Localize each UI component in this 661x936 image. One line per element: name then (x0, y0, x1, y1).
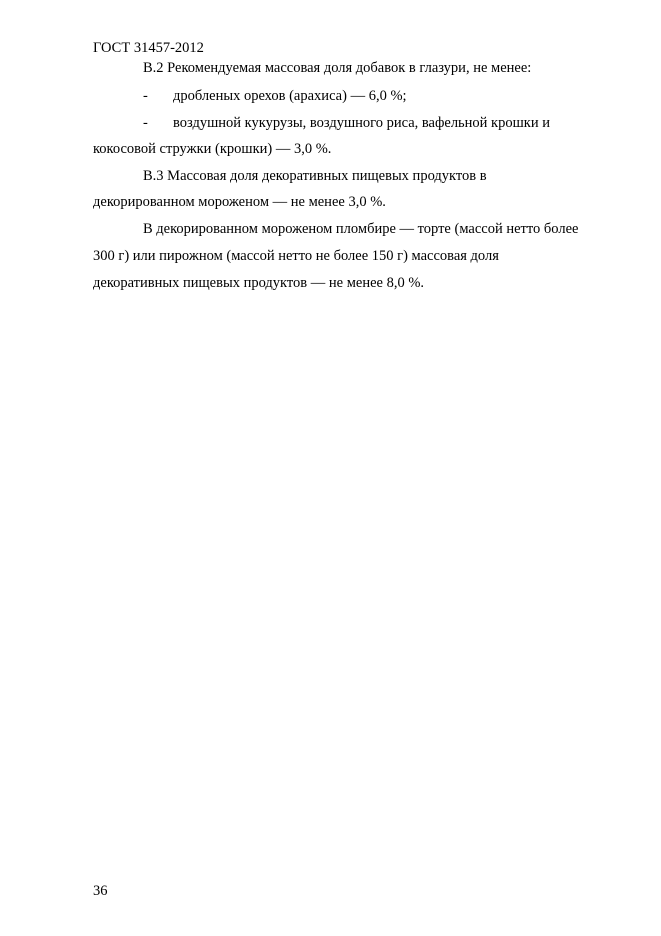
paragraph-line: декоративных пищевых продуктов — не менее 8,0 %. (93, 275, 425, 291)
list-item-marker: - (143, 115, 148, 131)
paragraph-line: 300 г) или пирожном (массой нетто не более 150 г) массовая доля (93, 248, 499, 264)
list-item-text: дробленых орехов (арахиса) — 6,0 %; (173, 88, 407, 104)
list-item-text: воздушной кукурузы, воздушного риса, вафельной крошки и (173, 115, 550, 131)
list-item-marker: - (143, 88, 148, 104)
section-b3-line: В.3 Массовая доля декоративных пищевых продуктов в (143, 168, 487, 184)
section-b3-line: декорированном мороженом — не менее 3,0 %. (93, 194, 386, 210)
paragraph-line: В декорированном мороженом пломбире — торте (массой нетто более (143, 221, 579, 237)
standard-header: ГОСТ 31457-2012 (93, 40, 204, 56)
section-b2-intro: В.2 Рекомендуемая массовая доля добавок в глазури, не менее: (143, 60, 532, 76)
list-item-text-continuation: кокосовой стружки (крошки) — 3,0 %. (93, 141, 332, 157)
page-number: 36 (93, 883, 108, 899)
